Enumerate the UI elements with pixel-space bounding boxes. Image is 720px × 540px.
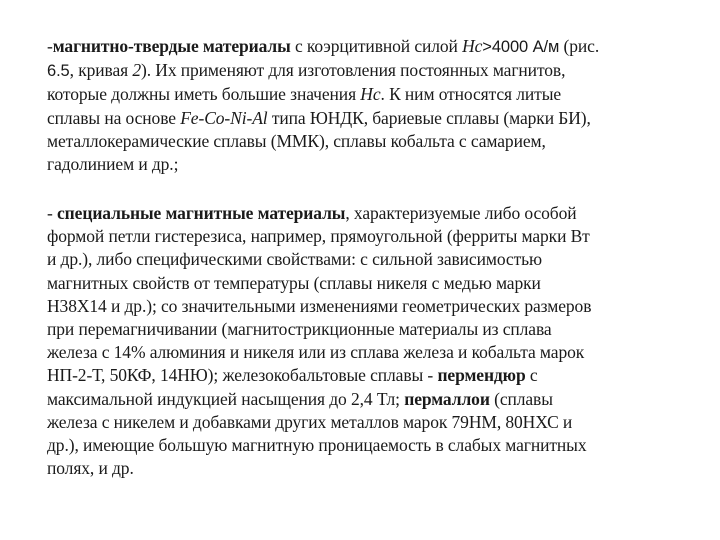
- text-fragment: которые должны иметь большие значения: [47, 84, 361, 105]
- paragraph-hard-magnetic-materials: [47, 35, 687, 176]
- text-line: полях, и др.: [47, 458, 134, 479]
- term-hard-magnetic-materials: магнитно-твердые материалы: [52, 36, 291, 56]
- text-fragment: НП-2-Т, 50КФ, 14НЮ); железокобальтовые сплавы -: [47, 365, 438, 386]
- text-line: формой петли гистерезиса, например, прямоугольной (ферриты марки Вт: [47, 226, 590, 247]
- text-fragment: , характеризуемые либо особой: [345, 203, 577, 223]
- symbol-hc: Hc: [360, 84, 381, 105]
- figure-number: 6.5: [47, 62, 70, 81]
- text-line: [47, 364, 687, 387]
- text-fragment: максимальной индукцией насыщения до 2,4 Тл;: [47, 388, 405, 409]
- text-line: [47, 202, 687, 225]
- dash: -: [47, 36, 53, 56]
- text-fragment: с коэрцитивной силой: [290, 36, 463, 56]
- symbol-hc: Hc: [462, 36, 483, 56]
- coercivity-value: >4000 А/м: [482, 38, 560, 56]
- text-line: гадолинием и др.;: [47, 154, 179, 175]
- text-line: Н38Х14 и др.); со значительными изменениями геометрических размеров: [47, 295, 592, 316]
- text-line: железа с никелем и добавками других металлов марок 79НМ, 80НХС и: [47, 411, 573, 432]
- text-fragment: ). Их применяют для изготовления постоянных магнитов,: [141, 60, 566, 81]
- text-line: [47, 107, 687, 130]
- text-fragment: , кривая: [69, 60, 133, 81]
- curve-number: 2: [132, 60, 141, 81]
- alloy-formula: Fe-Co-Ni-Al: [180, 107, 268, 128]
- text-line: [47, 83, 687, 106]
- text-fragment: (рис.: [559, 36, 600, 56]
- text-fragment: . К ним относятся литые: [380, 84, 562, 105]
- text-line: при перемагничивании (магнитострикционные материалы из сплава: [47, 319, 552, 340]
- text-line: [47, 35, 687, 59]
- term-permendur: пермендюр: [437, 365, 526, 386]
- text-fragment: сплавы на основе: [47, 107, 181, 128]
- text-fragment: с: [525, 365, 538, 386]
- text-line: железа с 14% алюминия и никеля или из сплава железа и кобальта марок: [47, 342, 585, 363]
- paragraph-special-magnetic-materials: [47, 202, 687, 480]
- text-line: и др.), либо специфическими свойствами: с сильной зависимостью: [47, 249, 542, 270]
- term-special-magnetic-materials: специальные магнитные материалы: [57, 203, 346, 223]
- text-line: магнитных свойств от температуры (сплавы никеля с медью марки: [47, 272, 541, 293]
- text-fragment: (сплавы: [489, 388, 553, 409]
- text-line: [47, 59, 687, 83]
- text-fragment: типа ЮНДК, бариевые сплавы (марки БИ),: [267, 107, 591, 128]
- text-line: [47, 388, 687, 411]
- term-permalloy: пермаллои: [404, 388, 490, 409]
- text-line: металлокерамические сплавы (ММК), сплавы кобальта с самарием,: [47, 130, 546, 151]
- dash: -: [47, 203, 58, 223]
- text-line: др.), имеющие большую магнитную проницаемость в слабых магнитных: [47, 435, 587, 456]
